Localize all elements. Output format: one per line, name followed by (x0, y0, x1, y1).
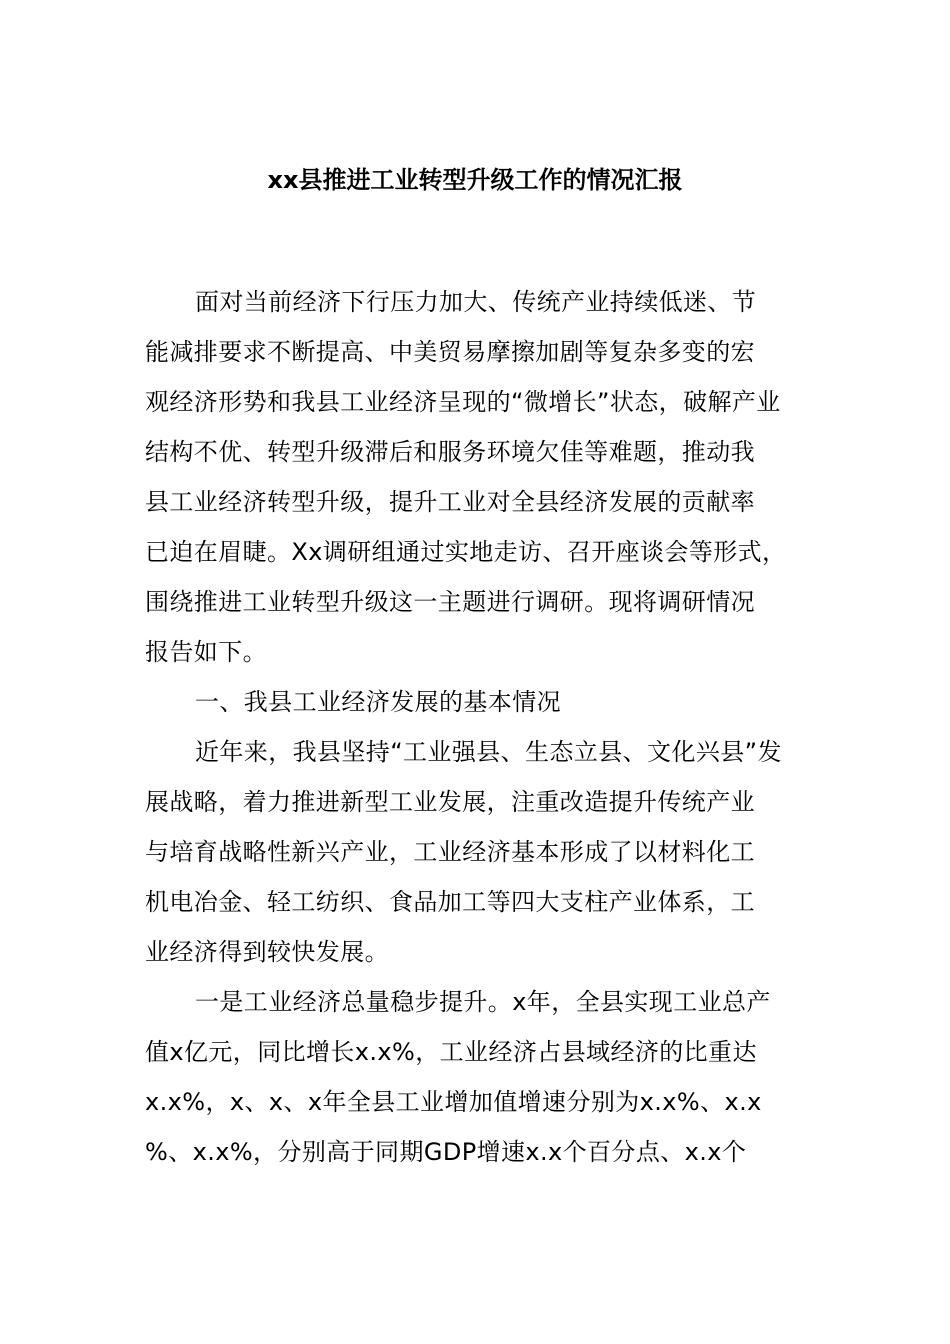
paragraph-line: 一是工业经济总量稳步提升。x年，全县实现工业总产 (195, 988, 771, 1016)
paragraph-line: 观经济形势和我县工业经济呈现的“微增长”状态，破解产业 (145, 388, 781, 416)
paragraph-line: %、x.x%，分别高于同期GDP增速x.x个百分点、x.x个 (145, 1138, 747, 1166)
section-heading: 一、我县工业经济发展的基本情况 (195, 688, 561, 716)
paragraph-line: 业经济得到较快发展。 (145, 938, 389, 966)
paragraph-line: 面对当前经济下行压力加大、传统产业持续低迷、节 (195, 288, 757, 316)
paragraph-line: 围绕推进工业转型升级这一主题进行调研。现将调研情况 (145, 588, 755, 616)
paragraph-line: 结构不优、转型升级滞后和服务环境欠佳等难题，推动我 (145, 438, 755, 466)
paragraph-line: 能减排要求不断提高、中美贸易摩擦加剧等复杂多变的宏 (145, 338, 755, 366)
paragraph-line: 值x亿元，同比增长x.x%，工业经济占县域经济的比重达 (145, 1038, 757, 1066)
paragraph-line: 展战略，着力推进新型工业发展，注重改造提升传统产业 (145, 788, 755, 816)
paragraph-line: 与培育战略性新兴产业，工业经济基本形成了以材料化工 (145, 838, 755, 866)
paragraph-line: 报告如下。 (145, 638, 267, 666)
paragraph-line: 已迫在眉睫。Xx调研组通过实地走访、召开座谈会等形式， (145, 538, 787, 566)
paragraph-line: 机电冶金、轻工纺织、食品加工等四大支柱产业体系，工 (145, 888, 755, 916)
document-title: xx县推进工业转型升级工作的情况汇报 (267, 166, 683, 194)
paragraph-line: 县工业经济转型升级，提升工业对全县经济发展的贡献率 (145, 488, 755, 516)
paragraph-line: 近年来，我县坚持“工业强县、生态立县、文化兴县”发 (195, 738, 782, 766)
paragraph-line: x.x%，x、x、x年全县工业增加值增速分别为x.x%、x.x (145, 1088, 762, 1116)
